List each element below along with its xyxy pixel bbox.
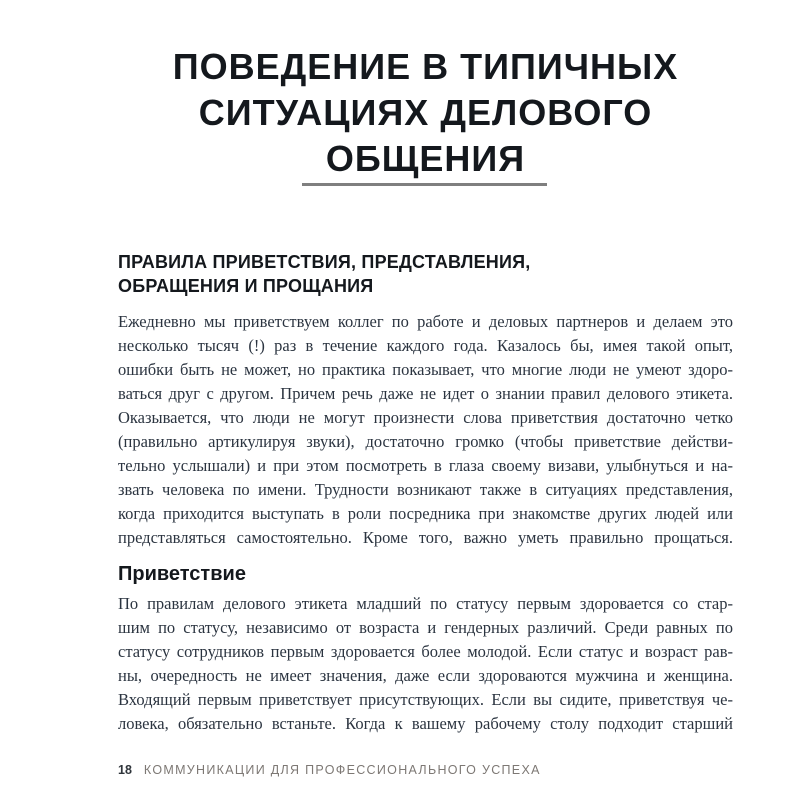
- text-line: ПРАВИЛА ПРИВЕТСТВИЯ, ПРЕДСТАВЛЕНИЯ,: [118, 252, 531, 272]
- text-line: шим по статусу, независимо от возраста и гендерных различий. Среди равных по: [118, 618, 733, 637]
- greeting-paragraph: [118, 592, 733, 736]
- title-divider-rule: [302, 183, 547, 186]
- text-line: ОБЩЕНИЯ: [325, 138, 526, 179]
- text-line: ошибки быть не может, но практика показывает, что многие люди не умеют здоро-: [118, 360, 733, 379]
- text-line: Ежедневно мы приветствуем коллег по работе и деловых партнеров и делаем это: [118, 312, 733, 331]
- text-line: Оказывается, что люди не могут произнести слова приветствия достаточно четко: [118, 408, 733, 427]
- text-line: ловека, обязательно встаньте. Когда к вашему рабочему столу подходит старший: [118, 714, 733, 733]
- text-line: представляться самостоятельно. Кроме того, важно уметь правильно прощаться.: [118, 528, 733, 547]
- text-line: статусу сотрудников первым здоровается более молодой. Если статус и возраст рав-: [118, 642, 733, 661]
- text-line: несколько тысяч (!) раз в течение каждого года. Казалось бы, имея такой опыт,: [118, 336, 733, 355]
- running-title: КОММУНИКАЦИИ ДЛЯ ПРОФЕССИОНАЛЬНОГО УСПЕХА: [143, 763, 541, 777]
- text-line: Входящий первым приветствует присутствующих. Если вы сидите, приветствуя че-: [118, 690, 733, 709]
- chapter-title: [118, 44, 733, 182]
- text-line: когда приходится выступать в роли посредника при знакомстве других людей или: [118, 504, 733, 523]
- text-line: ПОВЕДЕНИЕ В ТИПИЧНЫХ: [172, 46, 679, 87]
- page-number: 18: [118, 763, 132, 777]
- text-line: СИТУАЦИЯХ ДЕЛОВОГО: [198, 92, 653, 133]
- text-line: ны, очередность не имеет значения, даже если здороваются мужчина и женщина.: [118, 666, 733, 685]
- intro-paragraph: [118, 310, 733, 550]
- text-line: ОБРАЩЕНИЯ И ПРОЩАНИЯ: [118, 275, 374, 296]
- text-line: звать человека по имени. Трудности возникают также в ситуациях представления,: [118, 480, 733, 499]
- text-line: (правильно артикулируя звуки), достаточно громко (чтобы приветствие действи-: [118, 432, 733, 451]
- subsection-heading: Приветствие: [118, 563, 246, 585]
- text-line: По правилам делового этикета младший по статусу первым здоровается со стар-: [118, 594, 733, 613]
- page-footer: [118, 762, 733, 778]
- text-line: ваться друг с другом. Причем речь даже не идет о знании правил делового этикета.: [118, 384, 733, 403]
- section-heading: [118, 251, 733, 298]
- text-line: тельно услышали) и при этом посмотреть в глаза своему визави, улыбнуться и на-: [118, 456, 733, 475]
